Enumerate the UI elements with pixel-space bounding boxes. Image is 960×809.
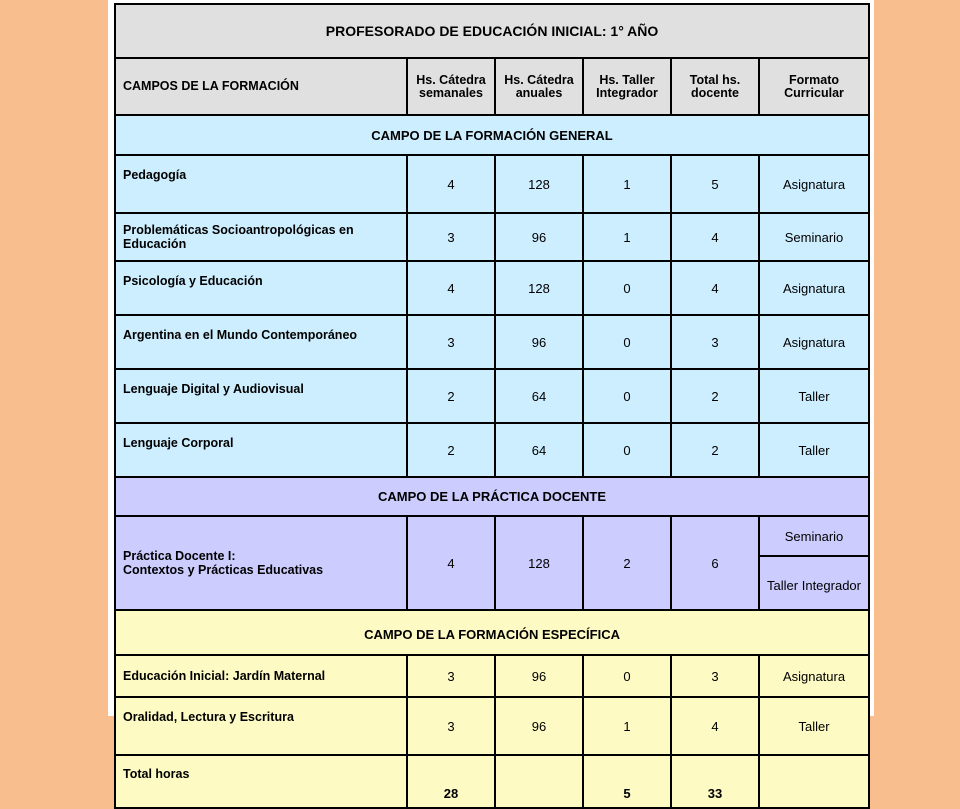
cell-total: 3	[671, 315, 759, 369]
cell-formato: Taller	[759, 369, 869, 423]
table-row	[115, 423, 869, 477]
cell-anuales: 96	[495, 655, 583, 697]
cell-anuales: 128	[495, 261, 583, 315]
cell-total: 2	[671, 369, 759, 423]
cell-semanales: 4	[407, 155, 495, 213]
table-row	[115, 261, 869, 315]
cell-taller: 1	[583, 155, 671, 213]
header-hs-semanales: Hs. Cátedra semanales	[407, 58, 495, 115]
row-name-line2: Contextos y Prácticas Educativas	[123, 563, 324, 577]
row-name: Psicología y Educación	[115, 261, 407, 315]
cell-total: 4	[671, 213, 759, 261]
cell-semanales: 3	[407, 213, 495, 261]
row-name: Educación Inicial: Jardín Maternal	[115, 655, 407, 697]
cell-taller: 0	[583, 655, 671, 697]
cell-total: 3	[671, 655, 759, 697]
cell-taller: 2	[583, 516, 671, 610]
total-taller: 5	[583, 755, 671, 808]
section-general-header	[115, 115, 869, 155]
row-name: Problemáticas Socioantropológicas en Educación	[115, 213, 407, 261]
row-name: Lenguaje Corporal	[115, 423, 407, 477]
table-title: PROFESORADO DE EDUCACIÓN INICIAL: 1° AÑO	[115, 4, 869, 58]
cell-formato: Asignatura	[759, 155, 869, 213]
row-name: Oralidad, Lectura y Escritura	[115, 697, 407, 755]
cell-semanales: 4	[407, 516, 495, 610]
header-hs-taller: Hs. Taller Integrador	[583, 58, 671, 115]
table-row	[115, 155, 869, 213]
cell-total: 4	[671, 261, 759, 315]
cell-formato: Asignatura	[759, 261, 869, 315]
table-row	[115, 655, 869, 697]
header-total-hs: Total hs. docente	[671, 58, 759, 115]
total-hs-docente: 33	[671, 755, 759, 808]
section-title-especifica: CAMPO DE LA FORMACIÓN ESPECÍFICA	[115, 610, 869, 655]
cell-total: 5	[671, 155, 759, 213]
cell-formato: Seminario	[759, 516, 869, 556]
cell-formato: Seminario	[759, 213, 869, 261]
cell-anuales: 128	[495, 516, 583, 610]
table-row	[115, 369, 869, 423]
cell-taller: 0	[583, 423, 671, 477]
cell-semanales: 3	[407, 697, 495, 755]
cell-anuales: 96	[495, 213, 583, 261]
cell-taller: 1	[583, 213, 671, 261]
cell-formato: Taller	[759, 423, 869, 477]
cell-taller: 0	[583, 261, 671, 315]
curriculum-table	[114, 3, 870, 809]
header-formato: Formato Curricular	[759, 58, 869, 115]
cell-total: 4	[671, 697, 759, 755]
cell-taller: 0	[583, 369, 671, 423]
totals-label: Total horas	[115, 755, 407, 808]
cell-anuales: 128	[495, 155, 583, 213]
cell-total: 2	[671, 423, 759, 477]
table-row	[115, 213, 869, 261]
section-practica-header	[115, 477, 869, 516]
section-title-practica: CAMPO DE LA PRÁCTICA DOCENTE	[115, 477, 869, 516]
total-formato	[759, 755, 869, 808]
cell-taller: 0	[583, 315, 671, 369]
cell-semanales: 4	[407, 261, 495, 315]
total-semanales: 28	[407, 755, 495, 808]
cell-formato: Asignatura	[759, 655, 869, 697]
total-anuales	[495, 755, 583, 808]
cell-anuales: 64	[495, 369, 583, 423]
cell-semanales: 2	[407, 369, 495, 423]
table-row	[115, 516, 869, 556]
cell-semanales: 3	[407, 315, 495, 369]
totals-row	[115, 755, 869, 808]
cell-anuales: 64	[495, 423, 583, 477]
document-sheet	[108, 0, 874, 801]
cell-total: 6	[671, 516, 759, 610]
row-name: Argentina en el Mundo Contemporáneo	[115, 315, 407, 369]
section-especifica-header	[115, 610, 869, 655]
cell-anuales: 96	[495, 315, 583, 369]
row-name: Pedagogía	[115, 155, 407, 213]
header-hs-anuales: Hs. Cátedra anuales	[495, 58, 583, 115]
row-name	[115, 516, 407, 610]
cell-semanales: 2	[407, 423, 495, 477]
row-name-line1: Práctica Docente I:	[123, 549, 236, 563]
table-row	[115, 315, 869, 369]
header-row	[115, 58, 869, 115]
cell-anuales: 96	[495, 697, 583, 755]
cell-semanales: 3	[407, 655, 495, 697]
cell-formato: Taller	[759, 697, 869, 755]
cell-taller: 1	[583, 697, 671, 755]
cell-formato: Taller Integrador	[759, 556, 869, 610]
section-title-general: CAMPO DE LA FORMACIÓN GENERAL	[115, 115, 869, 155]
table-row	[115, 697, 869, 755]
row-name: Lenguaje Digital y Audiovisual	[115, 369, 407, 423]
header-campos: CAMPOS DE LA FORMACIÓN	[115, 58, 407, 115]
cell-formato: Asignatura	[759, 315, 869, 369]
